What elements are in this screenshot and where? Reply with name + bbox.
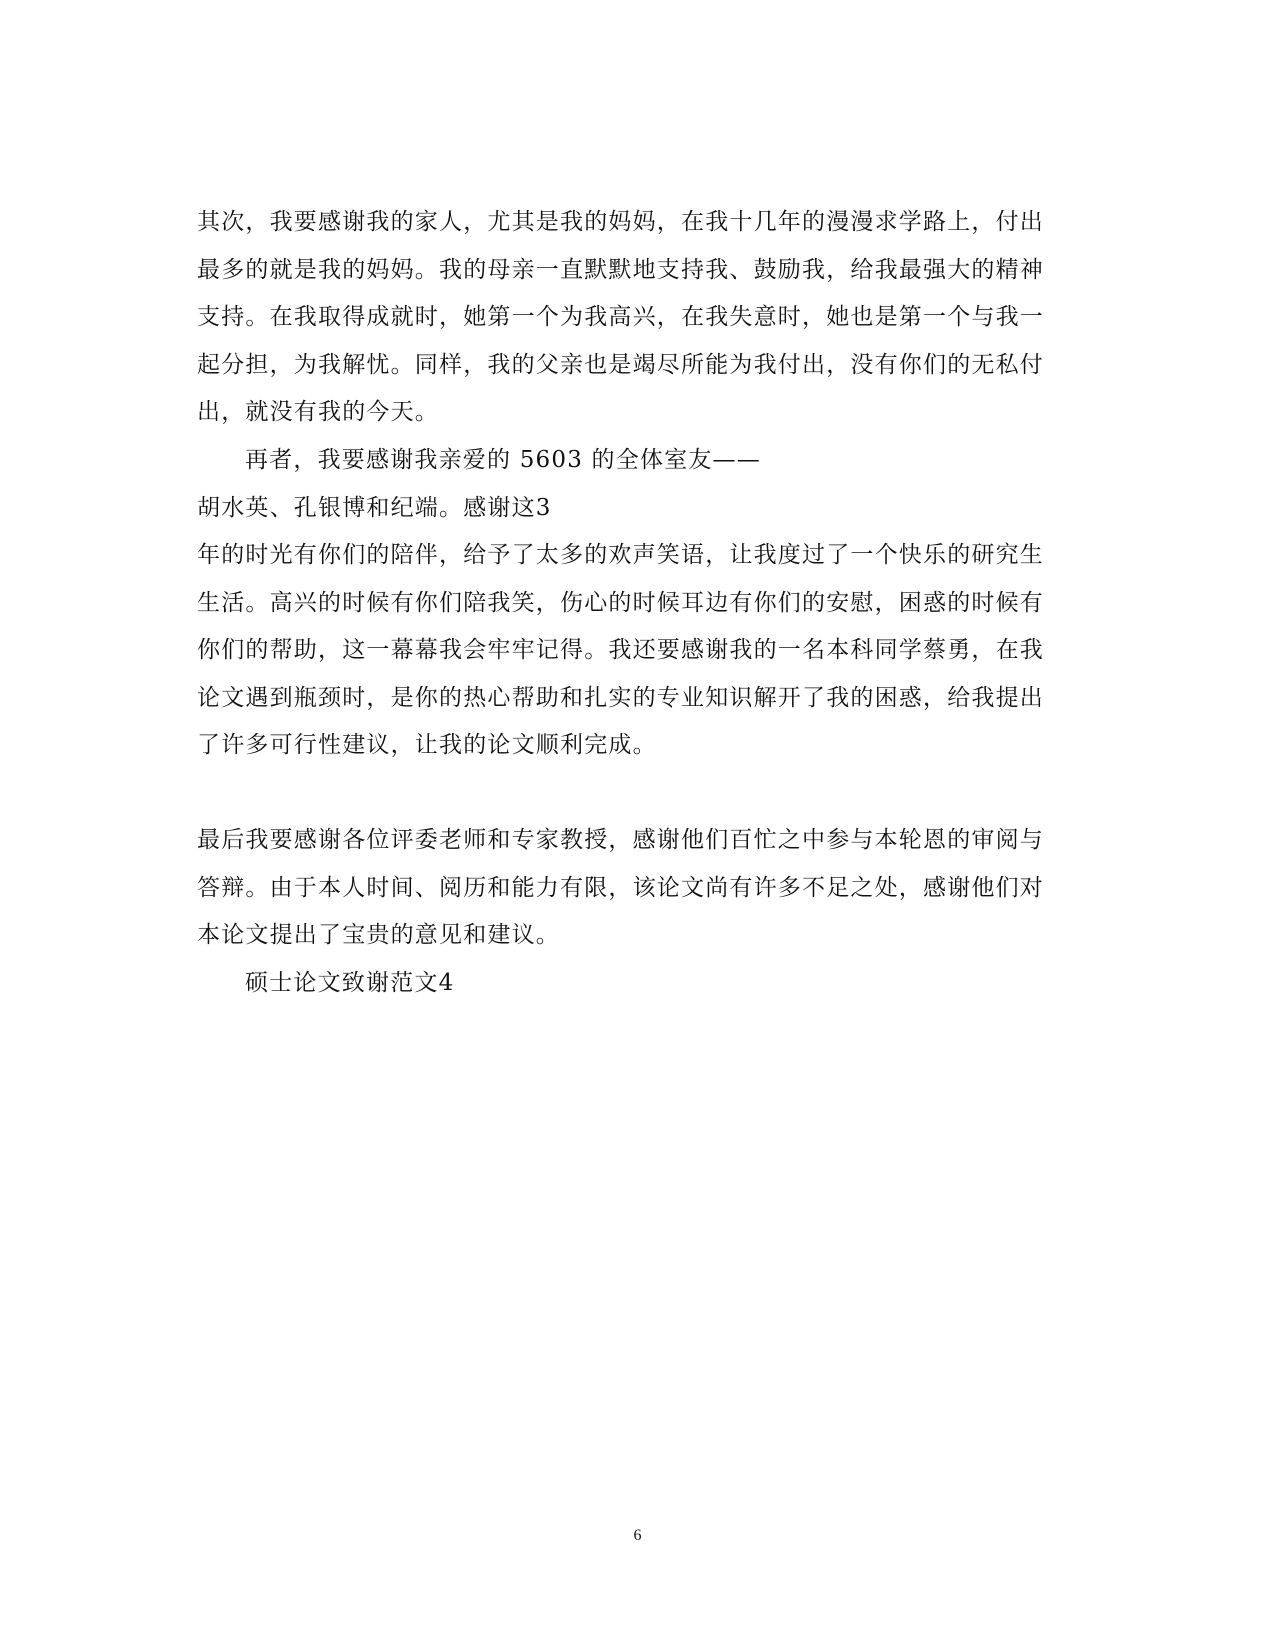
- text-line: 再者，我要感谢我亲爱的 5603 的全体室友——: [245, 447, 761, 473]
- text-line: 最后我要感谢各位评委老师和专家教授，感谢他们百忙之中参与本轮恩的审阅与: [197, 827, 1044, 853]
- text-line: 支持。在我取得成就时，她第一个为我高兴，在我失意时，她也是第一个与我一: [197, 304, 1044, 330]
- text-line: 起分担，为我解忧。同样，我的父亲也是竭尽所能为我付出，没有你们的无私付: [197, 352, 1044, 378]
- section-heading: 硕士论文致谢范文4: [245, 970, 455, 996]
- text-line: 年的时光有你们的陪伴，给予了太多的欢声笑语，让我度过了一个快乐的研究生: [197, 542, 1044, 568]
- text-line: 你们的帮助，这一幕幕我会牢牢记得。我还要感谢我的一名本科同学蔡勇，在我: [197, 637, 1044, 663]
- text-line: 最多的就是我的妈妈。我的母亲一直默默地支持我、鼓励我，给我最强大的精神: [197, 257, 1044, 283]
- text-line: 生活。高兴的时候有你们陪我笑，伤心的时候耳边有你们的安慰，困惑的时候有: [197, 590, 1044, 616]
- text-line: 论文遇到瓶颈时，是你的热心帮助和扎实的专业知识解开了我的困惑，给我提出: [197, 685, 1044, 711]
- text-line: 答辩。由于本人时间、阅历和能力有限，该论文尚有许多不足之处，感谢他们对: [197, 875, 1044, 901]
- text-line: 其次，我要感谢我的家人，尤其是我的妈妈，在我十几年的漫漫求学路上，付出: [197, 209, 1044, 235]
- text-line: 出，就没有我的今天。: [197, 399, 439, 425]
- text-line: 本论文提出了宝贵的意见和建议。: [197, 922, 560, 948]
- page-number: 6: [633, 1527, 642, 1544]
- text-line: 胡水英、孔银博和纪端。感谢这3: [197, 495, 552, 521]
- text-line: 了许多可行性建议，让我的论文顺利完成。: [197, 732, 657, 758]
